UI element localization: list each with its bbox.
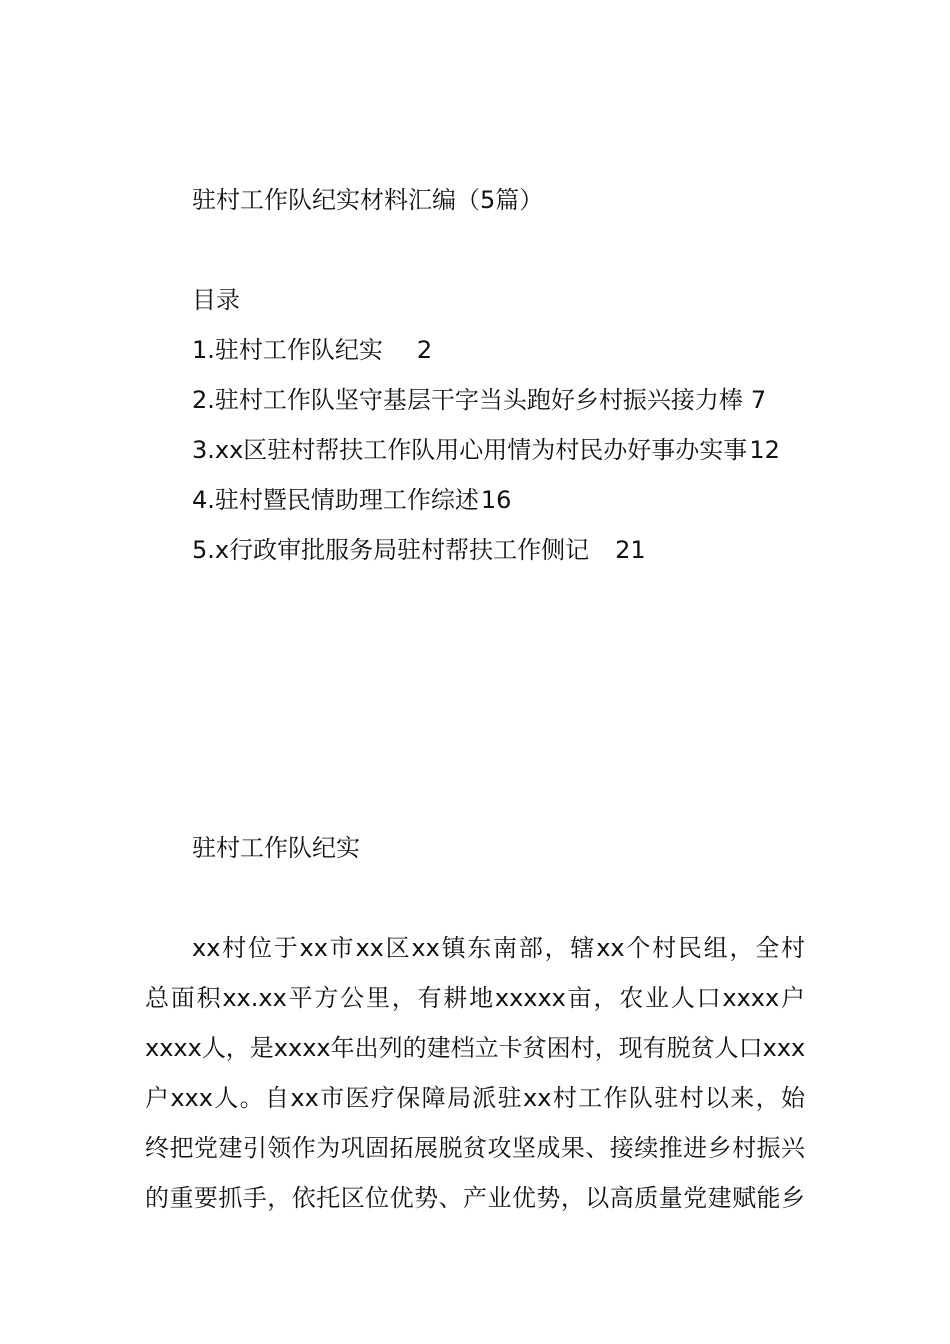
paragraph-line: xxxx人，是xxxx年出列的建档立卡贫困村，现有脱贫人口xxx <box>145 1034 806 1062</box>
toc-item <box>192 385 766 415</box>
paragraph-line: 户xxx人。自xx市医疗保障局派驻xx村工作队驻村以来，始 <box>145 1084 805 1112</box>
toc-item <box>192 485 511 515</box>
toc-item-text: 5.x行政审批服务局驻村帮扶工作侧记 <box>192 536 590 564</box>
toc-item <box>192 435 780 465</box>
toc-item <box>192 335 432 365</box>
document-title: 驻村工作队纪实材料汇编（5篇） <box>192 186 544 214</box>
toc-item-page: 7 <box>750 386 767 414</box>
toc-item-text: 4.驻村暨民情助理工作综述 <box>192 486 479 514</box>
toc-item-page: 12 <box>749 436 780 464</box>
paragraph-line: 的重要抓手，依托区位优势、产业优势，以高质量党建赋能乡 <box>145 1184 805 1212</box>
toc-item-text: 3.xx区驻村帮扶工作队用心用情为村民办好事办实事 <box>192 436 748 464</box>
toc-item-page: 16 <box>480 486 512 514</box>
toc-item-text: 1.驻村工作队纪实 <box>192 336 383 364</box>
toc-item-page: 21 <box>615 536 646 564</box>
toc-heading: 目录 <box>192 286 240 314</box>
paragraph-line: 终把党建引领作为巩固拓展脱贫攻坚成果、接续推进乡村振兴 <box>145 1134 805 1162</box>
toc-item <box>192 535 646 565</box>
paragraph-line: 总面积xx.xx平方公里，有耕地xxxxx亩，农业人口xxxx户 <box>145 984 805 1012</box>
section-title: 驻村工作队纪实 <box>192 834 360 862</box>
toc-item-text: 2.驻村工作队坚守基层干字当头跑好乡村振兴接力棒 <box>192 386 743 414</box>
paragraph-line: xx村位于xx市xx区xx镇东南部，辖xx个村民组，全村 <box>192 934 805 962</box>
toc-item-page: 2 <box>416 336 433 364</box>
